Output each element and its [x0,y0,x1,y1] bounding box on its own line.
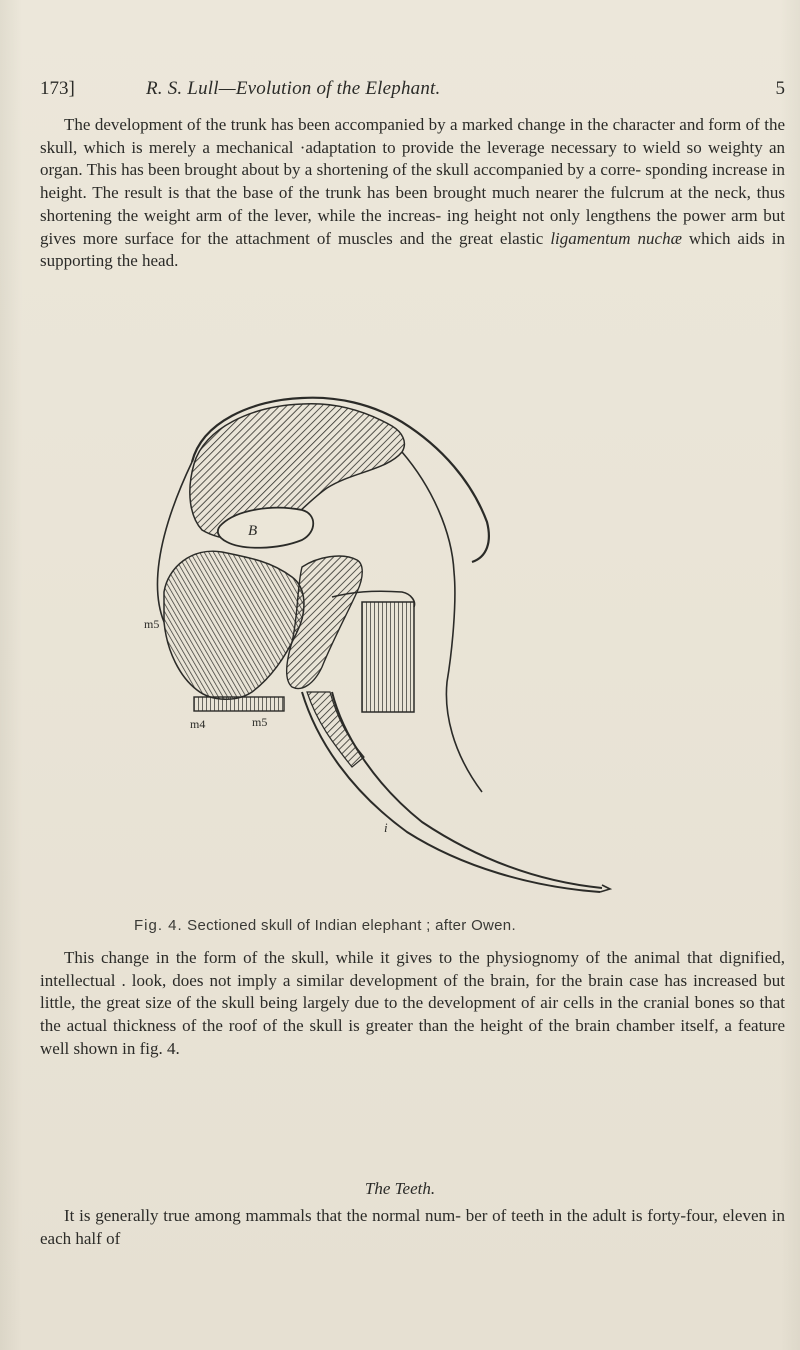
paragraph-text: It is generally true among mammals that the normal num- ber of teeth in the adult is forty-four, eleven in each half of [40,1206,785,1248]
page-number: 173] [40,78,75,99]
paragraph-text: The development of the trunk has been accompanied by a marked change in the character and form of the skull, which is merely a mechanical ·adaptation to provide the leverage necessary to wield so weighty an organ. This has been brought about by a shortening of the skull accompanied by a corre- sponding increase in height. The result is that the base of the trunk has been brought much nearer the fulcrum at the neck, thus shortening the weight arm of the lever, while the increas- ing height not only lengthens the power arm but gives more surface for the attachment of muscles and the great elastic [40,115,785,248]
running-head [40,78,785,108]
paragraph-trunk-development [40,114,785,273]
folio: 5 [775,78,785,99]
skull-section-figure [102,392,622,907]
paragraph-skull-form [40,947,785,1061]
italic-term: ligamentum nuchæ [550,228,682,248]
running-title: R. S. Lull—Evolution of the Elephant. [146,78,441,99]
label-b: B [248,523,258,539]
figure-caption-text: Sectioned skull of Indian elephant ; after Owen. [187,917,516,934]
figure-caption [134,917,774,934]
section-title: The Teeth. [364,1179,436,1198]
label-i: i [384,820,388,835]
label-m5-bottom: m5 [252,715,268,729]
label-m4: m4 [190,717,206,731]
label-m5-left: m5 [144,617,160,631]
paragraph-teeth [40,1205,785,1250]
skull-section-drawing [102,392,622,907]
paragraph-text-end: which aids in supporting the head. [40,228,785,271]
paragraph-text: This change in the form of the skull, while it gives to the physiognomy of the animal that dignified, intellectual . look, does not imply a similar development of the brain, for the brain case has increased but little, the great size of the skull being largely due to the development of air cells in the cranial bones so that the actual thickness of the roof of the skull is greater than the height of the brain chamber itself, a feature well shown in fig. 4. [40,948,785,1058]
figure-number: Fig. 4. [134,917,183,934]
